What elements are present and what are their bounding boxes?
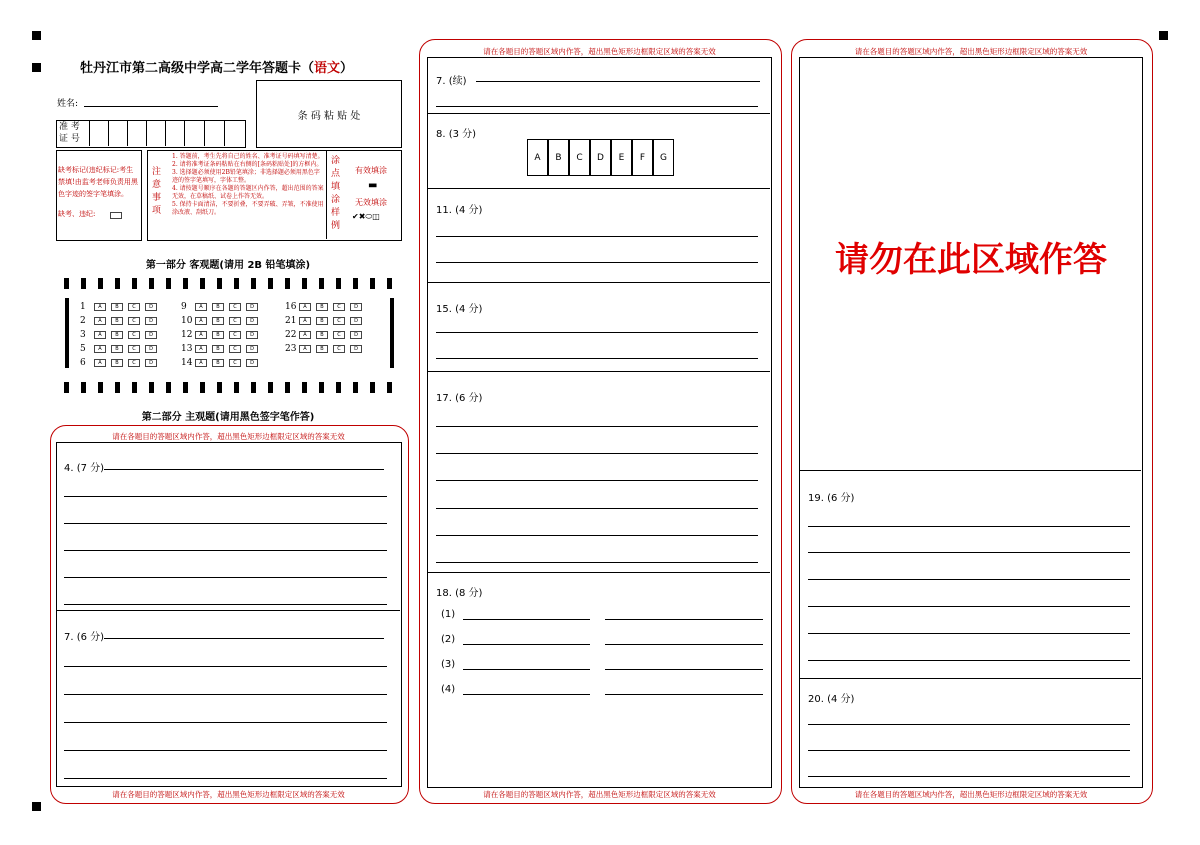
mc-question-row: [80, 344, 162, 354]
mc-option-bubble[interactable]: A: [299, 317, 311, 325]
q17-label: 17. (6 分): [436, 393, 483, 404]
mc-question-number: 23: [285, 344, 297, 354]
mc-option-bubble[interactable]: B: [111, 317, 123, 325]
q18-item-label: (3): [441, 659, 456, 670]
mc-option-bubble[interactable]: B: [212, 303, 224, 311]
answer-line[interactable]: [808, 660, 1130, 661]
mc-option-bubble[interactable]: B: [111, 303, 123, 311]
alignment-mark-top-left: [32, 31, 41, 40]
title-subject: 语文: [314, 61, 341, 76]
q18-answer-line[interactable]: [463, 619, 590, 620]
timing-mark: [319, 382, 324, 393]
mc-question-row: [285, 344, 367, 354]
timing-mark: [98, 278, 103, 289]
q18-answer-line[interactable]: [605, 694, 763, 695]
exam-id-label: [59, 121, 80, 145]
mc-option-bubble[interactable]: C: [333, 303, 345, 311]
timing-mark: [149, 278, 154, 289]
answer-line[interactable]: [436, 453, 758, 454]
exam-id-cell-sep: [184, 120, 185, 146]
timing-mark: [387, 278, 392, 289]
mc-option-bubble[interactable]: C: [333, 317, 345, 325]
q8-label: 8. (3 分): [436, 129, 477, 140]
timing-mark: [200, 382, 205, 393]
answer-line[interactable]: [808, 526, 1130, 527]
sample-header: 涂点填涂样例: [331, 156, 341, 231]
mc-option-bubble[interactable]: A: [299, 331, 311, 339]
q18-item-label: (1): [441, 609, 456, 620]
mc-option-bubble[interactable]: A: [94, 359, 106, 367]
q18-label: 18. (8 分): [436, 588, 483, 599]
exam-id-grid[interactable]: [56, 120, 246, 148]
answer-line[interactable]: [808, 552, 1130, 553]
section-divider: [427, 572, 770, 573]
mc-option-bubble[interactable]: A: [195, 331, 207, 339]
mc-question-number: 13: [181, 344, 193, 354]
mc-question-number: 12: [181, 330, 193, 340]
answer-line[interactable]: [436, 332, 758, 333]
timing-mark: [98, 382, 103, 393]
timing-mark: [336, 382, 341, 393]
mc-option-bubble[interactable]: D: [246, 345, 258, 353]
mc-option-bubble[interactable]: A: [299, 303, 311, 311]
mc-option-bubble[interactable]: C: [333, 345, 345, 353]
mc-option-bubble[interactable]: A: [195, 345, 207, 353]
q15-label: 15. (4 分): [436, 304, 483, 315]
notice-item: 1. 答题前，考生先将自己的姓名、准考证号码填写清楚。: [172, 153, 324, 160]
q19-label: 19. (6 分): [808, 493, 855, 504]
q18-answer-line[interactable]: [463, 644, 590, 645]
mc-option-bubble[interactable]: A: [299, 345, 311, 353]
timing-mark: [183, 382, 188, 393]
answer-line[interactable]: [436, 262, 758, 263]
answer-line[interactable]: [808, 606, 1130, 607]
timing-mark: [81, 382, 86, 393]
timing-mark: [132, 382, 137, 393]
q8-option-cell[interactable]: C: [569, 139, 590, 176]
timing-mark: [64, 382, 69, 393]
answer-line[interactable]: [64, 523, 387, 524]
mc-option-bubble[interactable]: D: [350, 303, 362, 311]
mc-option-bubble[interactable]: C: [128, 331, 140, 339]
invalid-fill-samples: ✔✖⬭◫: [352, 212, 380, 221]
answer-line[interactable]: [808, 633, 1130, 634]
timing-mark: [64, 278, 69, 289]
mc-question-row: [80, 330, 162, 340]
notice-item: 3. 选择题必须使用2B铅笔填涂；非选择题必须用黑色字迹的签字笔填写，字体工整。: [172, 169, 320, 184]
q18-item-label: (2): [441, 634, 456, 645]
timing-mark: [234, 278, 239, 289]
q18-answer-line[interactable]: [605, 644, 763, 645]
answer-line[interactable]: [64, 694, 387, 695]
title-suffix: ）: [340, 61, 354, 76]
name-field[interactable]: [84, 106, 218, 107]
exam-id-label-line1: 准 考: [59, 122, 80, 132]
mc-question-number: 6: [80, 358, 86, 368]
mc-question-row: [80, 316, 162, 326]
answer-line[interactable]: [436, 480, 758, 481]
mc-option-bubble[interactable]: B: [316, 331, 328, 339]
answer-line[interactable]: [64, 666, 387, 667]
exam-id-cell-sep: [165, 120, 166, 146]
valid-fill-label: 有效填涂: [355, 166, 387, 175]
mc-question-number: 2: [80, 316, 86, 326]
exam-id-cell-sep: [224, 120, 225, 146]
mc-option-bubble[interactable]: A: [195, 303, 207, 311]
timing-mark: [353, 278, 358, 289]
mc-option-bubble[interactable]: D: [145, 317, 157, 325]
mc-option-bubble[interactable]: D: [246, 303, 258, 311]
notice-items: [172, 153, 324, 217]
mc-question-row: [181, 330, 263, 340]
warning-bottom-left: 请在各题目的答题区域内作答，超出黑色矩形边框限定区域的答案无效: [112, 790, 345, 799]
timing-mark: [217, 382, 222, 393]
mc-option-bubble[interactable]: A: [94, 317, 106, 325]
timing-mark: [115, 278, 120, 289]
notice-item: 5. 保持卡面清洁，不要折叠，不要弄破、弄皱，不准使用涂改液、刮纸刀。: [172, 201, 324, 216]
timing-mark: [251, 382, 256, 393]
answer-line[interactable]: [64, 722, 387, 723]
mc-question-number: 22: [285, 330, 297, 340]
mc-option-bubble[interactable]: A: [195, 359, 207, 367]
timing-mark: [353, 382, 358, 393]
timing-mark: [217, 278, 222, 289]
mc-option-bubble[interactable]: C: [229, 359, 241, 367]
q18-item-label: (4): [441, 684, 456, 695]
warning-top-middle: 请在各题目的答题区域内作答，超出黑色矩形边框限定区域的答案无效: [483, 47, 716, 56]
part1-title: 第一部分 客观题(请用 2B 铅笔填涂): [145, 260, 311, 271]
answer-line[interactable]: [64, 550, 387, 551]
mc-option-bubble[interactable]: B: [212, 331, 224, 339]
timing-mark: [336, 278, 341, 289]
part2-title: 第二部分 主观题(请用黑色签字笔作答): [141, 412, 315, 423]
timing-mark: [183, 278, 188, 289]
answer-box-left: [56, 442, 402, 787]
timing-mark: [149, 382, 154, 393]
mc-option-bubble[interactable]: B: [111, 345, 123, 353]
mc-option-bubble[interactable]: C: [128, 317, 140, 325]
exam-id-divider: [89, 120, 90, 146]
timing-mark: [81, 278, 86, 289]
alignment-mark-top-right: [1159, 31, 1168, 40]
answer-line[interactable]: [64, 750, 387, 751]
title-text: 牡丹江市第二高级中学高二学年答题卡（: [80, 61, 315, 76]
answer-line[interactable]: [808, 776, 1130, 777]
mc-question-row: [181, 316, 263, 326]
mc-option-bubble[interactable]: C: [333, 331, 345, 339]
answer-line[interactable]: [808, 724, 1130, 725]
section-divider: [56, 610, 400, 611]
alignment-mark-bottom-left: [32, 802, 41, 811]
q7cont-answer-line[interactable]: [436, 106, 758, 107]
section-divider: [427, 188, 770, 189]
exam-id-cell-sep: [146, 120, 147, 146]
timing-mark: [319, 278, 324, 289]
warning-bottom-right: 请在各题目的答题区域内作答，超出黑色矩形边框限定区域的答案无效: [854, 790, 1088, 799]
notice-header: 注意事项: [152, 167, 162, 216]
answer-line[interactable]: [64, 577, 387, 578]
answer-line[interactable]: [436, 535, 758, 536]
mc-option-bubble[interactable]: D: [350, 345, 362, 353]
invalid-fill-label: 无效填涂: [355, 198, 387, 207]
q8-option-cell[interactable]: B: [548, 139, 569, 176]
timing-bar-right: [390, 298, 394, 368]
mc-option-bubble[interactable]: A: [94, 303, 106, 311]
mc-question-row: [285, 316, 367, 326]
timing-mark: [200, 278, 205, 289]
mc-question-row: [285, 302, 367, 312]
mc-option-bubble[interactable]: D: [145, 359, 157, 367]
timing-mark: [166, 382, 171, 393]
q8-option-cell[interactable]: E: [611, 139, 632, 176]
answer-line[interactable]: [436, 562, 758, 563]
timing-mark: [302, 382, 307, 393]
mc-option-bubble[interactable]: B: [111, 331, 123, 339]
name-label: 姓名:: [57, 99, 79, 109]
mc-question-row: [181, 344, 263, 354]
q8-option-cell[interactable]: A: [527, 139, 548, 176]
mc-option-bubble[interactable]: B: [316, 345, 328, 353]
mc-option-bubble[interactable]: A: [94, 331, 106, 339]
q7cont-label: 7. (续): [436, 76, 467, 87]
mc-option-bubble[interactable]: C: [128, 359, 140, 367]
timing-mark: [285, 382, 290, 393]
mc-option-bubble[interactable]: D: [246, 331, 258, 339]
answer-line[interactable]: [64, 496, 387, 497]
absent-checkbox[interactable]: [110, 212, 122, 219]
mc-question-row: [181, 358, 263, 368]
timing-mark: [387, 382, 392, 393]
timing-mark: [302, 278, 307, 289]
mc-option-bubble[interactable]: B: [316, 303, 328, 311]
mc-option-bubble[interactable]: B: [316, 317, 328, 325]
q8-option-cell[interactable]: G: [653, 139, 674, 176]
mc-option-bubble[interactable]: D: [145, 345, 157, 353]
notice-divider: [326, 150, 327, 239]
answer-line[interactable]: [436, 508, 758, 509]
timing-mark: [370, 278, 375, 289]
mc-option-bubble[interactable]: D: [350, 317, 362, 325]
warning-top-right: 请在各题目的答题区域内作答，超出黑色矩形边框限定区域的答案无效: [854, 47, 1088, 56]
valid-fill-sample: ▬: [368, 180, 378, 191]
timing-mark: [268, 278, 273, 289]
mc-option-bubble[interactable]: D: [145, 303, 157, 311]
exam-id-cell-sep: [204, 120, 205, 146]
mc-question-number: 14: [181, 358, 193, 368]
mc-option-bubble[interactable]: A: [195, 317, 207, 325]
notice-item: 4. 请按题号顺序在各题的答题区内作答，超出范围的答案无效，在草稿纸、试卷上作答无效。: [172, 185, 324, 200]
mc-option-bubble[interactable]: C: [229, 331, 241, 339]
section-divider: [427, 113, 770, 114]
mc-option-bubble[interactable]: B: [212, 317, 224, 325]
mc-option-bubble[interactable]: A: [94, 345, 106, 353]
answer-line[interactable]: [64, 778, 387, 779]
mc-question-number: 16: [285, 302, 297, 312]
mc-question-number: 1: [80, 302, 86, 312]
section-divider: [799, 678, 1141, 679]
mc-question-row: [181, 302, 263, 312]
answer-line[interactable]: [436, 426, 758, 427]
page-title: [80, 57, 353, 76]
exam-id-label-line2: 证 号: [59, 134, 80, 144]
mc-option-bubble[interactable]: D: [350, 331, 362, 339]
mc-option-bubble[interactable]: B: [212, 359, 224, 367]
q18-answer-line[interactable]: [463, 694, 590, 695]
alignment-mark-left: [32, 63, 41, 72]
mc-question-row: [285, 330, 367, 340]
q8-option-cell[interactable]: D: [590, 139, 611, 176]
mc-option-bubble[interactable]: C: [229, 303, 241, 311]
timing-mark: [115, 382, 120, 393]
mc-option-bubble[interactable]: B: [212, 345, 224, 353]
barcode-label: 条 码 粘 贴 处: [297, 111, 361, 122]
section-divider: [427, 371, 770, 372]
mc-option-bubble[interactable]: C: [229, 317, 241, 325]
absent-note: 缺考标记(违纪标记:考生禁填!由监考老师负责用黑色字迹的签字笔填涂。: [58, 166, 138, 198]
notice-item: 2. 请将准考证条码粘贴在右侧的[条码粘贴处]的方框内。: [172, 161, 323, 168]
answer-line[interactable]: [64, 604, 387, 605]
no-answer-zone-text: 请勿在此区域作答: [835, 240, 1107, 280]
timing-mark: [234, 382, 239, 393]
mc-question-number: 21: [285, 316, 297, 326]
q7-label-line[interactable]: [104, 638, 384, 639]
q18-answer-line[interactable]: [605, 619, 763, 620]
mc-question-number: 5: [80, 344, 86, 354]
absent-note-label: 缺考、违纪:: [58, 210, 96, 218]
mc-question-row: [80, 358, 162, 368]
mc-option-bubble[interactable]: C: [128, 303, 140, 311]
q18-answer-line[interactable]: [605, 669, 763, 670]
timing-bar-left: [65, 298, 69, 368]
mc-question-number: 10: [181, 316, 193, 326]
mc-option-bubble[interactable]: D: [246, 359, 258, 367]
mc-option-bubble[interactable]: C: [229, 345, 241, 353]
mc-question-row: [80, 302, 162, 312]
exam-id-cell-sep: [127, 120, 128, 146]
q7cont-label-line[interactable]: [476, 81, 760, 82]
mc-question-number: 9: [181, 302, 187, 312]
q7-label: 7. (6 分): [64, 632, 105, 643]
q18-answer-line[interactable]: [463, 669, 590, 670]
mc-option-bubble[interactable]: D: [246, 317, 258, 325]
warning-top-left: 请在各题目的答题区域内作答，超出黑色矩形边框限定区域的答案无效: [112, 432, 345, 441]
q11-label: 11. (4 分): [436, 205, 483, 216]
mc-option-bubble[interactable]: B: [111, 359, 123, 367]
timing-mark: [285, 278, 290, 289]
answer-line[interactable]: [436, 236, 758, 237]
timing-mark: [251, 278, 256, 289]
timing-mark: [166, 278, 171, 289]
answer-line[interactable]: [436, 358, 758, 359]
mc-option-bubble[interactable]: C: [128, 345, 140, 353]
q4-label-line[interactable]: [104, 469, 384, 470]
answer-line[interactable]: [808, 579, 1130, 580]
section-divider: [427, 282, 770, 283]
mc-option-bubble[interactable]: D: [145, 331, 157, 339]
timing-mark: [268, 382, 273, 393]
warning-bottom-middle: 请在各题目的答题区域内作答，超出黑色矩形边框限定区域的答案无效: [483, 790, 716, 799]
section-divider: [799, 470, 1141, 471]
q4-label: 4. (7 分): [64, 463, 105, 474]
timing-mark: [132, 278, 137, 289]
answer-line[interactable]: [808, 750, 1130, 751]
exam-id-cell-sep: [108, 120, 109, 146]
q20-label: 20. (4 分): [808, 694, 855, 705]
q8-option-cell[interactable]: F: [632, 139, 653, 176]
timing-mark: [370, 382, 375, 393]
mc-question-number: 3: [80, 330, 86, 340]
